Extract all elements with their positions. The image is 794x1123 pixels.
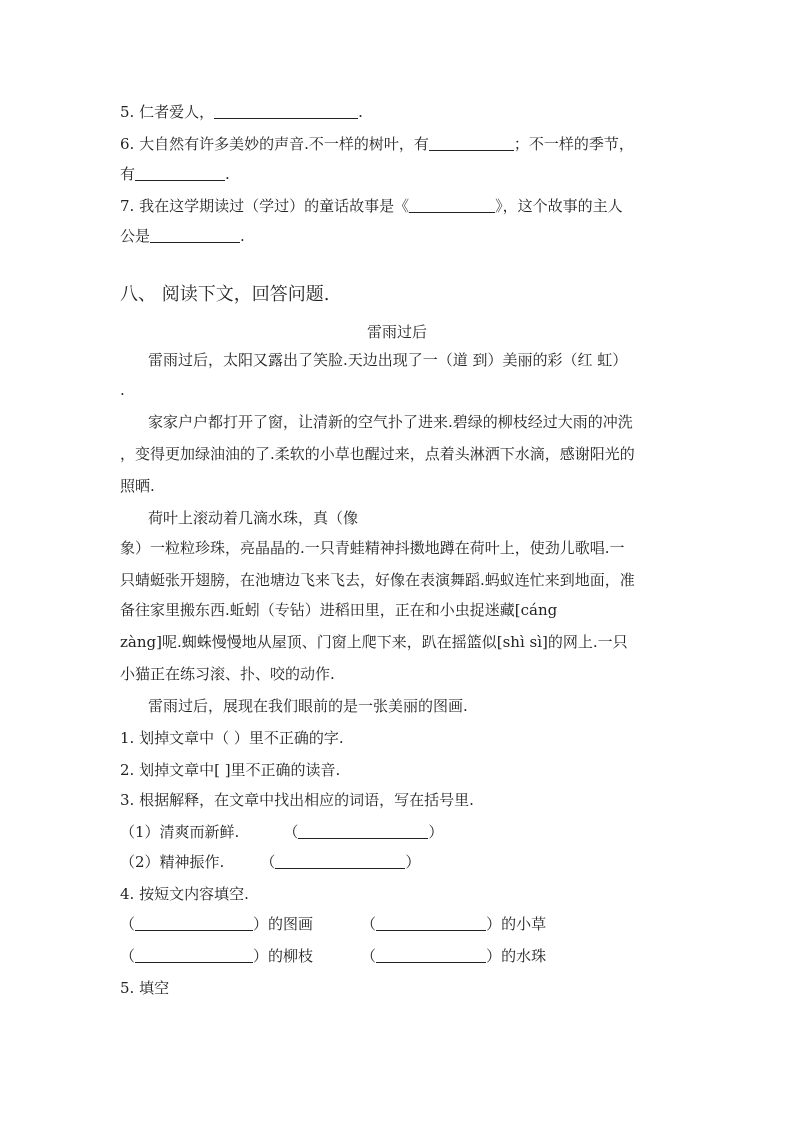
question-5: 5. 填空 xyxy=(120,979,170,997)
fill-item-6-cont xyxy=(120,164,680,184)
close-paren: ） xyxy=(428,823,444,841)
item-text: . xyxy=(358,103,363,121)
open-paren: （ xyxy=(120,947,136,965)
item-text: 》，这个故事的主人 xyxy=(495,197,623,215)
answer-blank[interactable] xyxy=(214,103,358,119)
passage-line: 只蜻蜓张开翅膀，在池塘边飞来飞去，好像在表演舞蹈.蚂蚁连忙来到地面，准 xyxy=(120,571,635,589)
question-3: 3. 根据解释，在文章中找出相应的词语，写在括号里. xyxy=(120,791,474,809)
passage-line: 荷叶上滚动着几滴水珠，真（像 xyxy=(148,509,359,527)
passage-line: 家家户户都打开了窗，让清新的空气扑了进来.碧绿的柳枝经过大雨的冲洗 xyxy=(148,413,633,431)
answer-blank[interactable] xyxy=(135,915,253,931)
close-paren: ） xyxy=(486,947,502,965)
open-paren: （ xyxy=(283,823,299,841)
passage-line: zàng]呢.蜘蛛慢慢地从屋顶、门窗上爬下来，趴在摇篮似[shì sì]的网上.一只 xyxy=(120,633,628,651)
close-paren: ） xyxy=(405,853,421,871)
answer-blank[interactable] xyxy=(275,853,405,869)
passage-line: 小猫正在练习滚、扑、咬的动作. xyxy=(120,665,335,683)
sub-item-text: （1）清爽而新鲜. xyxy=(120,823,240,841)
fill-item-6 xyxy=(120,134,680,154)
fill-item-7 xyxy=(120,196,680,216)
answer-blank[interactable] xyxy=(376,947,486,963)
section-heading: 八、 阅读下文，回答问题. xyxy=(120,284,330,305)
close-paren: ） xyxy=(253,915,269,933)
answer-blank[interactable] xyxy=(429,135,514,151)
item-text: 6. 大自然有许多美妙的声音.不一样的树叶，有 xyxy=(120,135,429,153)
question-3-1 xyxy=(120,822,680,842)
item-text: . xyxy=(225,165,230,183)
close-paren: ） xyxy=(253,947,269,965)
blank-suffix: 的小草 xyxy=(501,915,547,933)
passage-line: 雷雨过后，太阳又露出了笑脸.天边出现了一（道 到）美丽的彩（红 虹） xyxy=(148,351,628,369)
open-paren: （ xyxy=(120,915,136,933)
question-1: 1. 划掉文章中（ ）里不正确的字. xyxy=(120,729,344,747)
passage-line: 雷雨过后，展现在我们眼前的是一张美丽的图画. xyxy=(148,697,468,715)
question-4-row xyxy=(120,914,680,934)
blank-suffix: 的柳枝 xyxy=(268,947,314,965)
question-4: 4. 按短文内容填空. xyxy=(120,885,249,903)
passage-line: 备往家里搬东西.蚯蚓（专钻）进稻田里，正在和小虫捉迷藏[cáng xyxy=(120,601,558,619)
answer-blank[interactable] xyxy=(135,947,253,963)
question-3-2 xyxy=(120,852,680,872)
open-paren: （ xyxy=(260,853,276,871)
passage-line: ，变得更加绿油油的了.柔软的小草也醒过来，点着头淋洒下水滴，感谢阳光的 xyxy=(120,445,635,463)
item-text: . xyxy=(240,227,245,245)
answer-blank[interactable] xyxy=(150,227,240,243)
passage-title: 雷雨过后 xyxy=(366,323,427,341)
answer-blank[interactable] xyxy=(376,915,486,931)
item-text: 有 xyxy=(120,165,136,183)
question-2: 2. 划掉文章中[ ]里不正确的读音. xyxy=(120,761,341,779)
sub-item-text: （2）精神振作. xyxy=(120,853,225,871)
item-text: 公是 xyxy=(120,227,151,245)
blank-suffix: 的水珠 xyxy=(501,947,547,965)
item-text: 7. 我在这学期读过（学过）的童话故事是《 xyxy=(120,197,410,215)
item-text: 5. 仁者爱人， xyxy=(120,103,215,121)
question-4-row xyxy=(120,946,680,966)
passage-line: . xyxy=(120,381,125,399)
item-text: ；不一样的季节， xyxy=(513,135,634,153)
answer-blank[interactable] xyxy=(409,197,495,213)
open-paren: （ xyxy=(361,915,377,933)
passage-line: 照晒. xyxy=(120,477,155,495)
answer-blank[interactable] xyxy=(298,823,428,839)
blank-suffix: 的图画 xyxy=(268,915,314,933)
fill-item-5 xyxy=(120,102,680,122)
open-paren: （ xyxy=(361,947,377,965)
passage-line: 象）一粒粒珍珠，亮晶晶的.一只青蛙精神抖擞地蹲在荷叶上，使劲儿歌唱.一 xyxy=(120,539,625,557)
close-paren: ） xyxy=(486,915,502,933)
fill-item-7-cont xyxy=(120,226,680,246)
answer-blank[interactable] xyxy=(135,165,225,181)
